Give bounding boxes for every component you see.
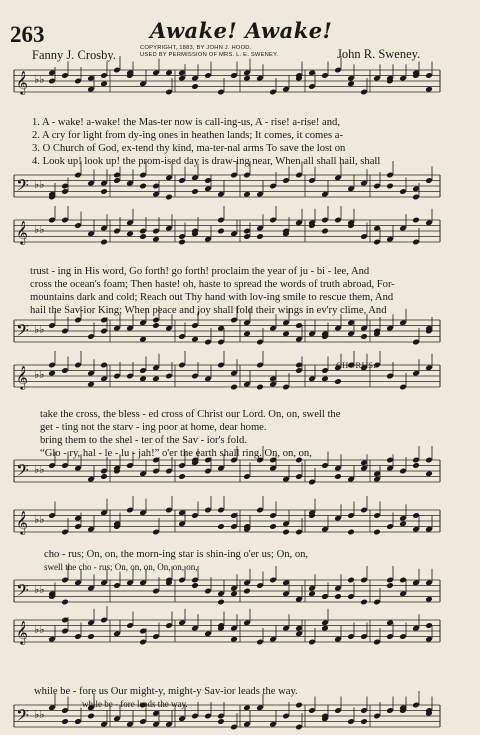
- note-head: [152, 236, 160, 243]
- note-head: [178, 239, 186, 246]
- note-head: [191, 188, 199, 195]
- chorus-line: while be - fore leads the way.: [82, 699, 188, 709]
- note-head: [308, 590, 316, 597]
- verse-line: take the cross, the bless - ed cross of Christ our Lord. On, on, swell the: [40, 409, 341, 420]
- note-head: [373, 529, 381, 536]
- note-head: [139, 233, 147, 240]
- note-head: [334, 473, 342, 480]
- note-head: [100, 188, 108, 195]
- note-head: [425, 596, 433, 603]
- verse-line: mountains dark and cold; Reach out Thy hand with lov-ing smile to rescue them, And: [30, 292, 394, 303]
- note-head: [87, 713, 95, 720]
- verse-line: trust - ing in His word, Go forth! go forth! proclaim the year of ju - bi - lee, And: [30, 266, 370, 277]
- note-head: [152, 375, 160, 382]
- clef-icon: 𝄢: [16, 175, 29, 199]
- note-head: [412, 462, 420, 469]
- note-head: [243, 330, 251, 337]
- note-head: [61, 718, 69, 725]
- flat-icon: ♭♭: [34, 323, 45, 336]
- flat-icon: ♭♭: [34, 708, 45, 721]
- verse-lyrics-1: [32, 116, 380, 168]
- note-head: [256, 233, 264, 240]
- note-head: [139, 336, 147, 343]
- note-head: [347, 577, 355, 584]
- flat-icon: ♭♭: [34, 368, 45, 381]
- note-head: [321, 375, 329, 382]
- note-head: [425, 86, 433, 93]
- flat-icon: ♭♭: [34, 583, 45, 596]
- note-head: [425, 470, 433, 477]
- verse-lyrics-3: [40, 408, 340, 460]
- note-head: [386, 582, 394, 589]
- note-head: [191, 336, 199, 343]
- verse-line: 3. O Church of God, ex-tend thy kind, ma-ter-nal arms To save the lost on: [32, 143, 346, 154]
- verse-line: bring them to the shel - ter of the Sav - ior's fold.: [40, 435, 247, 446]
- note-head: [230, 590, 238, 597]
- chorus-line: cho - rus; On, on, the morn-ing star is shin-ing o'er us; On, on,: [44, 549, 309, 560]
- note-head: [139, 183, 147, 190]
- note-head: [191, 83, 199, 90]
- verse-line: 4. Look up! look up! the prom-ised day is draw-ing near, When all shall hail, shall: [32, 156, 381, 167]
- clef-icon: 𝄢: [16, 460, 29, 484]
- author: Fanny J. Crosby.: [32, 48, 116, 62]
- note-head: [165, 194, 173, 201]
- chorus-lyrics-1: [44, 548, 308, 574]
- note-head: [165, 69, 173, 76]
- note-head: [178, 473, 186, 480]
- note-head: [100, 473, 108, 480]
- note-head: [230, 384, 238, 391]
- clef-icon: 𝄞: [16, 70, 28, 94]
- flat-icon: ♭♭: [34, 463, 45, 476]
- note-head: [321, 228, 329, 235]
- note-head: [360, 333, 368, 340]
- note-head: [139, 375, 147, 382]
- note-head: [282, 330, 290, 337]
- clef-icon: 𝄞: [16, 510, 28, 534]
- note-head: [48, 370, 56, 377]
- clef-icon: 𝄢: [16, 580, 29, 604]
- note-head: [243, 588, 251, 595]
- note-head: [152, 322, 160, 329]
- chorus-line: while be - fore us Our might-y, might-y Sav-ior leads the way.: [34, 686, 298, 697]
- note-head: [217, 228, 225, 235]
- verse-line: cross the ocean's foam; Then haste! oh, haste to spread the words of truth abroad, For-: [30, 279, 395, 290]
- clef-icon: 𝄞: [16, 365, 28, 389]
- note-head: [243, 191, 251, 198]
- note-head: [256, 384, 264, 391]
- verse-lyrics-2: [30, 265, 395, 317]
- flat-icon: ♭♭: [34, 623, 45, 636]
- note-head: [399, 520, 407, 527]
- flat-icon: ♭♭: [34, 73, 45, 86]
- copyright-line-1: COPYRIGHT, 1883, BY JOHN J. HOOD.: [140, 45, 252, 51]
- note-head: [217, 599, 225, 606]
- chorus-label: CHORUS.: [336, 360, 377, 370]
- note-head: [100, 80, 108, 87]
- clef-icon: 𝄞: [16, 220, 28, 244]
- flat-icon: ♭♭: [34, 178, 45, 191]
- note-head: [87, 633, 95, 640]
- note-head: [321, 625, 329, 632]
- note-head: [360, 718, 368, 725]
- note-head: [412, 217, 420, 224]
- note-head: [217, 523, 225, 530]
- note-head: [360, 599, 368, 606]
- clef-icon: 𝄢: [16, 705, 29, 729]
- verse-line: “Glo - ry, hal - le - lu - jah!” o'er the earth shall ring. On, on, on,: [40, 448, 312, 459]
- verse-line: hail the Sav-ior King; When peace and joy shall fold their wings in ev'ry clime, And: [30, 305, 387, 316]
- note-head: [217, 718, 225, 725]
- flat-icon: ♭♭: [34, 223, 45, 236]
- note-head: [243, 75, 251, 82]
- chorus-line: swell the cho - rus; On, on, on, On, on, on,: [44, 562, 198, 572]
- note-head: [334, 378, 342, 385]
- note-head: [386, 183, 394, 190]
- note-head: [347, 529, 355, 536]
- note-head: [87, 381, 95, 388]
- copyright-line-2: USED BY PERMISSION OF MRS. L. E. SWENEY.: [140, 52, 279, 58]
- note-head: [61, 599, 69, 606]
- note-head: [126, 230, 134, 237]
- hymn-title: Awake! Awake!: [150, 18, 333, 43]
- clef-icon: 𝄢: [16, 320, 29, 344]
- hymn-number: 263: [10, 22, 45, 47]
- note-head: [100, 239, 108, 246]
- verse-line: 2. A cry for light from dy-ing ones in heathen lands; It comes, it comes a-: [32, 130, 343, 141]
- note-head: [282, 529, 290, 536]
- note-head: [347, 80, 355, 87]
- composer: John R. Sweney.: [337, 47, 421, 61]
- flat-icon: ♭♭: [34, 513, 45, 526]
- chorus-lyrics-2: [34, 685, 298, 711]
- note-head: [191, 582, 199, 589]
- note-head: [269, 523, 277, 530]
- note-head: [334, 593, 342, 600]
- verse-line: 1. A - wake! a-wake! the Mas-ter now is call-ing-us, A - rise! a-rise! and,: [32, 117, 340, 128]
- verse-line: get - ting not the starv - ing poor at home, dear home.: [40, 422, 267, 433]
- note-head: [230, 636, 238, 643]
- clef-icon: 𝄞: [16, 620, 28, 644]
